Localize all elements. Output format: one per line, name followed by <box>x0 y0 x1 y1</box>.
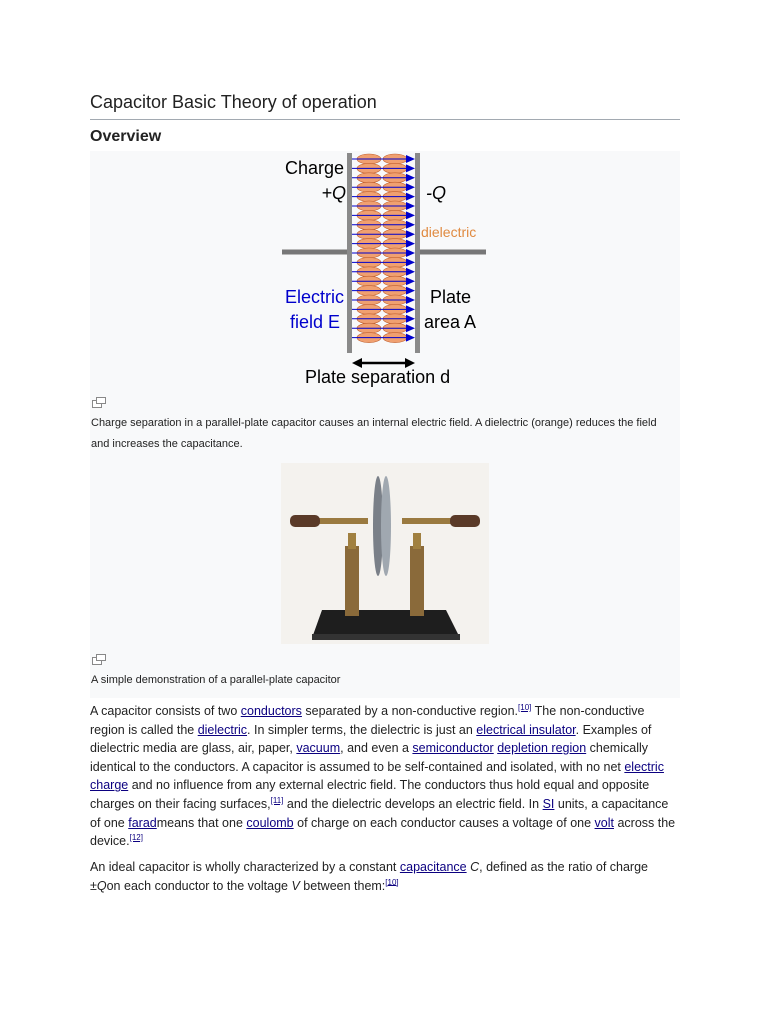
label-minus-q: -Q <box>426 183 446 203</box>
capacitor-photo <box>90 458 680 648</box>
dielectric-slab <box>357 154 407 343</box>
text: and no influence from any external electric field. The conductors thus hold equal and opposite charges on their facing surfaces, <box>90 778 650 811</box>
photo-left-neck <box>348 533 356 549</box>
field-arrowhead <box>406 164 415 172</box>
text: A capacitor consists of two <box>90 704 241 718</box>
label-plus-q: +Q <box>321 183 346 203</box>
field-arrowhead <box>406 315 415 323</box>
text: , defined as the ratio of charge ± <box>90 860 648 893</box>
link-depletion-region[interactable]: depletion region <box>497 741 587 756</box>
photo-left-handle <box>290 515 320 527</box>
link-conductors[interactable]: conductors <box>240 704 302 718</box>
field-arrowhead <box>406 324 415 332</box>
label-charge: Charge <box>284 158 344 178</box>
field-arrowhead <box>406 287 415 295</box>
text: between them: <box>299 878 386 893</box>
field-arrowhead <box>406 334 415 342</box>
field-arrows <box>352 155 415 342</box>
field-arrowhead <box>406 249 415 257</box>
field-arrowhead <box>406 193 415 201</box>
paragraph-intro <box>90 702 680 851</box>
right-plate <box>415 153 420 353</box>
label-plate: Plate <box>430 287 472 307</box>
text: of charge on each conductor causes a voltage of one <box>293 815 595 830</box>
expand-icon[interactable] <box>92 654 106 665</box>
photo-right-neck <box>413 533 421 549</box>
label-plate-separation: Plate separation d <box>305 367 451 387</box>
link-farad[interactable]: farad <box>128 815 157 830</box>
text: chemically identical to the conductors. A capacitor is assumed to be self-contained and isolated, with no net <box>90 741 648 774</box>
field-arrowhead <box>406 183 415 191</box>
figure-caption: A simple demonstration of a parallel-plate capacitor <box>91 674 341 686</box>
field-arrowhead <box>406 174 415 182</box>
text: separated by a non-conductive region. <box>301 704 519 718</box>
label-area-a: area A <box>424 312 477 332</box>
photo-right-disc <box>381 476 391 576</box>
left-plate <box>347 153 352 353</box>
text: units, a capacitance of one <box>90 796 669 830</box>
photo-left-post <box>345 546 359 616</box>
text: and the dielectric develops an electric field. In <box>283 796 543 811</box>
label-electric: Electric <box>284 287 344 307</box>
photo-base-edge <box>312 634 460 640</box>
link-electric-charge[interactable]: electric charge <box>90 759 664 793</box>
field-arrowhead <box>406 305 415 313</box>
field-arrowhead <box>406 155 415 163</box>
capacitor-diagram <box>90 151 680 458</box>
link-electrical-insulator[interactable]: electrical insulator <box>476 722 576 737</box>
photo-right-handle <box>450 515 480 527</box>
page-title: Capacitor Basic Theory of operation <box>90 91 680 120</box>
text: on each conductor to the voltage <box>106 878 292 893</box>
field-arrowhead <box>406 277 415 285</box>
symbol-c: C <box>470 860 480 874</box>
symbol-v: V <box>291 878 300 893</box>
ref-10[interactable]: [10] <box>385 877 399 887</box>
link-volt[interactable]: volt <box>594 815 614 830</box>
link-semiconductor[interactable]: semiconductor <box>412 741 494 756</box>
field-arrowhead <box>406 268 415 276</box>
label-field-e: field E <box>289 312 340 332</box>
section-heading-overview: Overview <box>90 128 162 145</box>
text: across the device. <box>90 815 676 849</box>
link-dielectric[interactable]: dielectric <box>197 722 248 737</box>
link-vacuum[interactable]: vacuum <box>296 741 341 756</box>
text: . Examples of dielectric media are glass, air, paper, <box>90 722 652 756</box>
text: means that one <box>156 815 247 830</box>
text: . In simpler terms, the dielectric is just an <box>247 722 477 737</box>
figure-capacitor-diagram <box>90 151 680 458</box>
field-arrowhead <box>406 258 415 266</box>
field-arrowhead <box>406 296 415 304</box>
field-arrowhead <box>406 240 415 248</box>
field-arrowhead <box>406 202 415 210</box>
expand-icon[interactable] <box>92 397 106 408</box>
ref-11[interactable]: [11] <box>270 795 284 805</box>
ref-10[interactable]: [10] <box>518 702 532 712</box>
text: An ideal capacitor is wholly characterized by a constant <box>90 860 400 874</box>
paragraph-ideal-capacitor <box>90 858 680 895</box>
field-arrowhead <box>406 221 415 229</box>
photo-base <box>312 610 460 638</box>
link-capacitance[interactable]: capacitance <box>399 860 467 874</box>
field-arrowhead <box>406 211 415 219</box>
text: , and even a <box>340 741 413 756</box>
label-dielectric: dielectric <box>421 224 477 240</box>
link-coulomb[interactable]: coulomb <box>246 815 294 830</box>
link-si[interactable]: SI <box>542 796 555 811</box>
field-arrowhead <box>406 230 415 238</box>
figure-caption: Charge separation in a parallel-plate capacitor causes an internal electric field. A dielectric (orange) reduces the field and increases the capacitance. <box>91 417 657 450</box>
symbol-q: Q <box>96 878 107 893</box>
ref-12[interactable]: [12] <box>129 833 143 842</box>
figure-capacitor-photo <box>90 458 680 698</box>
photo-right-post <box>410 546 424 616</box>
text: The non-conductive region is called the <box>90 704 645 737</box>
